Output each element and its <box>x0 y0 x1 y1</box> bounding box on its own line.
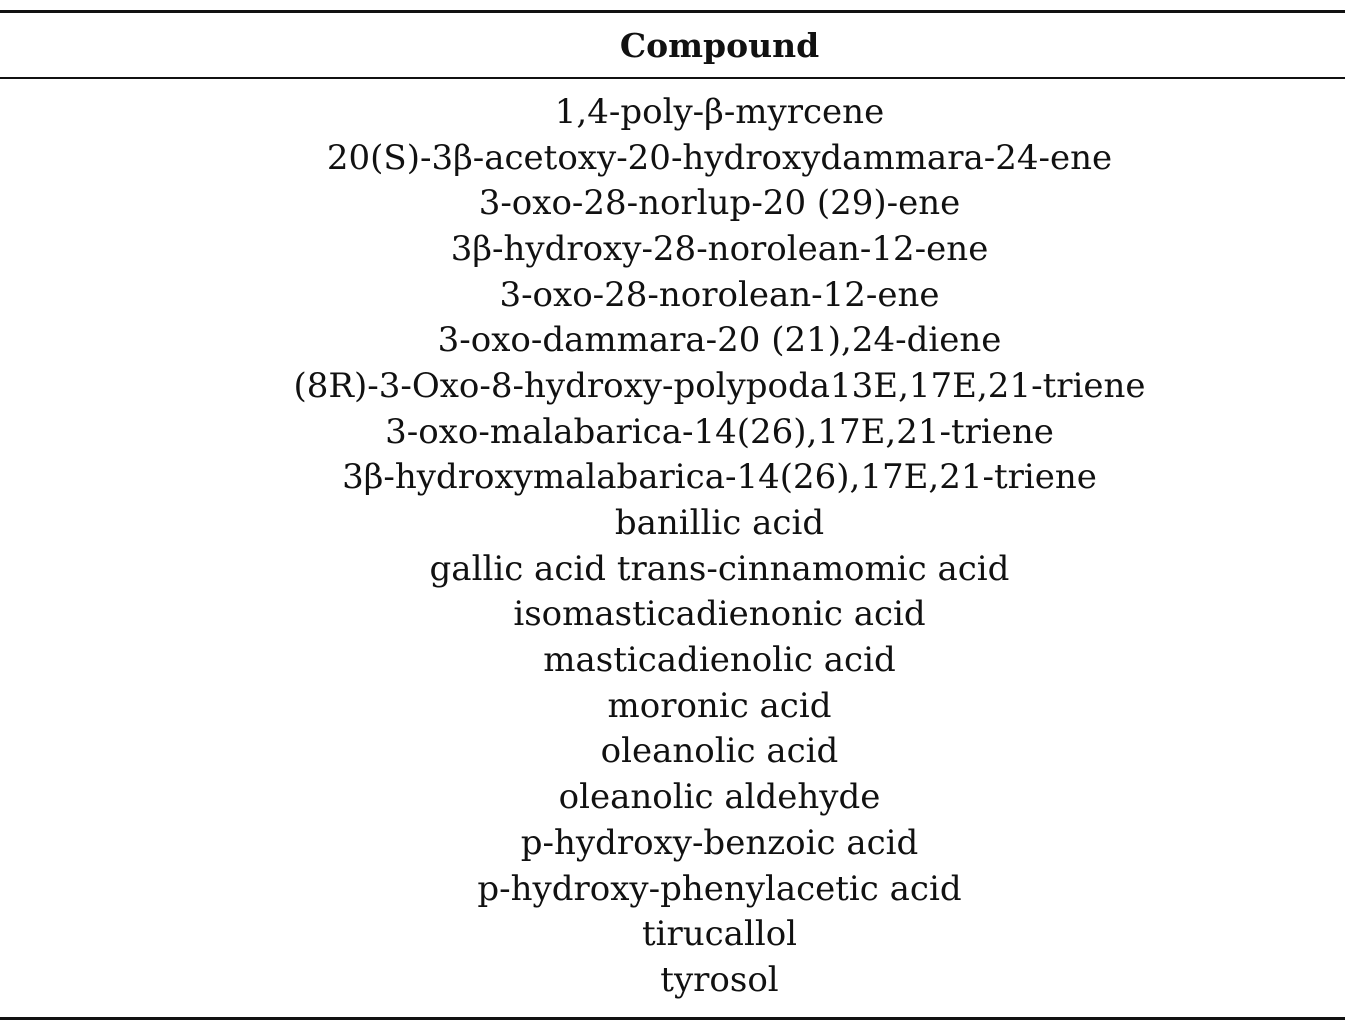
table-bottom-rule <box>0 1017 1345 1020</box>
table-row: isomasticadienonic acid <box>513 594 926 635</box>
table-row: banillic acid <box>614 503 825 544</box>
table-body <box>0 79 1345 1017</box>
compound-table <box>0 10 1345 1020</box>
table-row: 20(S)-3β-acetoxy-20-hydroxydammara-24-ene <box>326 137 1113 178</box>
table-row: gallic acid trans-cinnamomic acid <box>429 548 1010 589</box>
table-row: tyrosol <box>660 959 779 1000</box>
table-row: 3β-hydroxy-28-norolean-12-ene <box>450 228 989 269</box>
table-row: oleanolic acid <box>600 731 839 772</box>
table-row: tirucallol <box>641 914 798 955</box>
table-row: 1,4-poly-β-myrcene <box>554 91 885 132</box>
table-row: masticadienolic acid <box>543 640 896 681</box>
table-row: p-hydroxy-phenylacetic acid <box>477 868 962 909</box>
table-row: 3-oxo-dammara-20 (21),24-diene <box>437 320 1002 361</box>
column-header-compound: Compound <box>619 25 820 65</box>
table-row: oleanolic aldehyde <box>558 777 881 818</box>
table-row: 3-oxo-28-norlup-20 (29)-ene <box>478 183 961 224</box>
table-row: moronic acid <box>607 685 832 726</box>
table-row: 3β-hydroxymalabarica-14(26),17E,21-triene <box>342 457 1097 498</box>
table-row: p-hydroxy-benzoic acid <box>520 822 919 863</box>
table-row: 3-oxo-malabarica-14(26),17E,21-triene <box>385 411 1054 452</box>
table-row: 3-oxo-28-norolean-12-ene <box>499 274 940 315</box>
table-row: (8R)-3-Oxo-8-hydroxy-polypoda13E,17E,21-triene <box>293 365 1146 406</box>
